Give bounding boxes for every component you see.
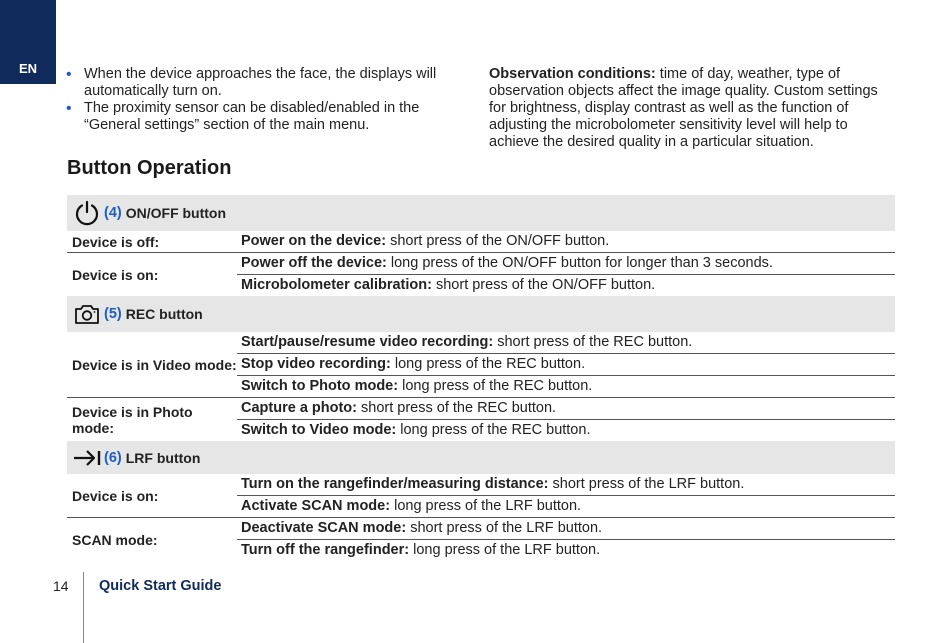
section-title: LRF button <box>125 449 201 466</box>
section-number: (4) <box>104 205 122 221</box>
list-item: • The proximity sensor can be disabled/enabled in the “General settings” section of the main menu. <box>66 100 420 133</box>
rangefinder-arrow-icon <box>72 443 102 473</box>
group-device-on <box>67 253 895 296</box>
table-row: Switch to Photo mode: long press of the REC button. <box>241 378 593 394</box>
section-title: ON/OFF button <box>125 205 227 221</box>
page-number: 14 <box>53 578 69 594</box>
section-number: (6) <box>104 449 122 466</box>
footer-divider <box>83 572 84 643</box>
table-row: Turn off the rangefinder: long press of the LRF button. <box>241 542 601 558</box>
table-row: Stop video recording: long press of the REC button. <box>237 354 895 376</box>
power-icon <box>72 198 102 228</box>
group-device-off <box>67 231 895 253</box>
section-number: (5) <box>104 306 122 322</box>
table-row: Power on the device: short press of the ON/OFF button. <box>241 233 610 249</box>
table-row: Switch to Video mode: long press of the REC button. <box>241 422 591 438</box>
observation-label: Observation conditions: <box>489 66 656 82</box>
group-label: Device is on: <box>72 266 159 283</box>
table-row: Start/pause/resume video recording: short press of the REC button. <box>237 332 895 354</box>
list-item: • When the device approaches the face, the displays will automatically turn on. <box>66 66 437 99</box>
group-label: Device is on: <box>72 487 159 504</box>
section-onoff-header <box>67 195 895 231</box>
group-photo-mode <box>67 398 895 441</box>
page-heading: Button Operation <box>67 157 232 179</box>
table-row: Activate SCAN mode: long press of the LRF button. <box>241 498 582 514</box>
observation-text: time of day, weather, type of observation objects affect the image quality. Custom settings for brightness, display contrast as well as the function of adjusting the microbolometer sensitivity level will help to achieve the desired quality in a particular situation. <box>489 66 878 150</box>
table-row: Capture a photo: short press of the REC button. <box>237 398 895 420</box>
section-title: REC button <box>125 306 203 322</box>
group-label: SCAN mode: <box>72 531 158 548</box>
group-lrf-device-on <box>67 474 895 518</box>
bullet-icon: • <box>66 100 72 117</box>
section-lrf-header <box>67 441 895 474</box>
bullet-list <box>66 66 456 134</box>
language-tab <box>0 0 56 84</box>
group-video-mode <box>67 332 895 398</box>
group-label: Device is in Photo mode: <box>72 403 193 436</box>
language-label: EN <box>18 61 38 76</box>
table-row: Deactivate SCAN mode: short press of the LRF button. <box>237 518 895 540</box>
table-row: Microbolometer calibration: short press of the ON/OFF button. <box>241 277 656 293</box>
group-label: Device is in Video mode: <box>72 356 237 373</box>
button-operation-table <box>67 195 895 561</box>
camera-icon <box>72 299 102 329</box>
section-rec-header <box>67 296 895 332</box>
group-scan-mode <box>67 518 895 561</box>
table-row: Turn on the rangefinder/measuring distance: short press of the LRF button. <box>237 474 895 496</box>
footer-title: Quick Start Guide <box>99 578 222 594</box>
table-row: Power off the device: long press of the ON/OFF button for longer than 3 seconds. <box>237 253 895 275</box>
group-label: Device is off: <box>72 233 160 250</box>
observation-paragraph <box>489 66 897 151</box>
bullet-icon: • <box>66 66 72 83</box>
